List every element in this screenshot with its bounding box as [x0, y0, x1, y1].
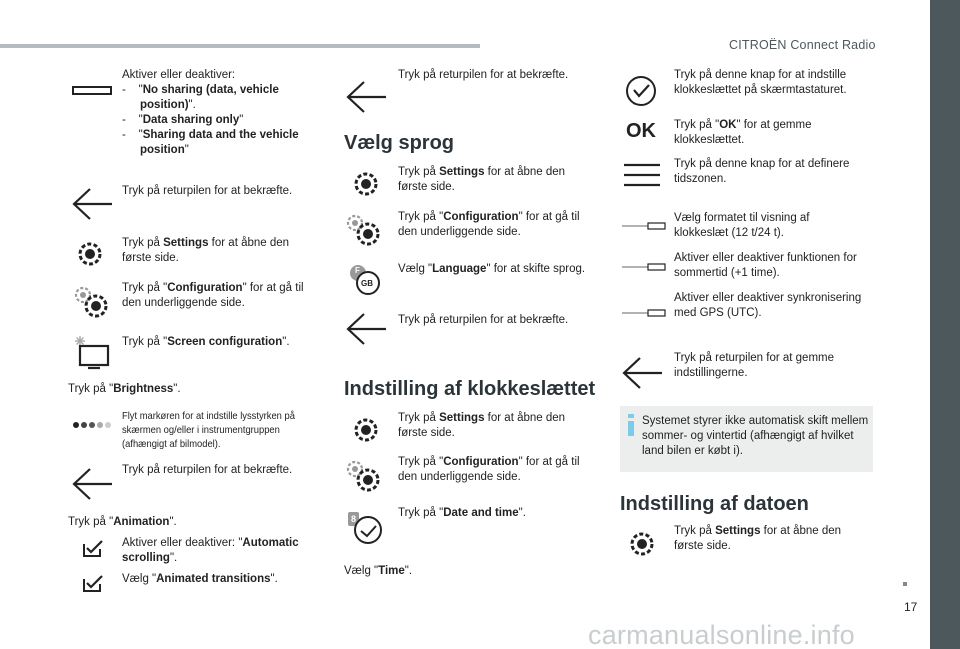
settings-text: Tryk på Settings for at åbne den første side.: [122, 237, 290, 264]
clock-icon-badge: 8: [351, 514, 357, 524]
animated-transitions-text: Vælg "Animated transitions".: [122, 573, 278, 585]
watermark: carmanualsonline.info: [588, 620, 855, 649]
ok-text: Tryk på "OK" for at gemme klokkeslættet.: [674, 119, 812, 146]
back-save-text: Tryk på returpilen for at gemme indstillingerne.: [674, 352, 834, 379]
language-icon-top: F: [355, 266, 360, 275]
back-text: Tryk på returpilen for at bekræfte.: [398, 314, 569, 326]
time-format-text: Vælg formatet til visning af klokkeslæt (12 t/24 t).: [674, 212, 810, 239]
page-number: 17: [904, 600, 918, 614]
settings-text: Tryk på Settings for at åbne den første side.: [398, 166, 566, 193]
info-note-text: Systemet styrer ikke automatisk skift mellem sommer- og vintertid (afhængigt af hvilket land bilen er købt i).: [642, 415, 869, 457]
checkbox-icon: [82, 540, 104, 558]
toggle-bar-icon: [72, 86, 112, 96]
settings-text: Tryk på Settings for at åbne den første side.: [674, 525, 842, 552]
back-arrow-icon: [620, 356, 664, 390]
back-text: Tryk på returpilen for at bekræfte.: [398, 69, 569, 81]
settings-gear-icon: [628, 530, 656, 558]
gps-sync-text: Aktiver eller deaktiver synkronisering med GPS (UTC).: [674, 292, 862, 319]
settings-gear-icon: [352, 416, 380, 444]
check-circle-icon: [624, 75, 658, 107]
check-text: Tryk på denne knap for at indstille klokkeslættet på skærmtastaturet.: [674, 69, 847, 96]
summer-time-text: Aktiver eller deaktiver funktionen for sommertid (+1 time).: [674, 252, 857, 279]
configuration-gears-icon: [344, 212, 384, 248]
heading-language: Vælg sprog: [344, 132, 455, 154]
settings-gear-icon: [352, 170, 380, 198]
auto-scroll-text: Aktiver eller deaktiver: "Automatic scrolling".: [122, 537, 299, 564]
configuration-text: Tryk på "Configuration" for at gå til den underliggende side.: [122, 282, 304, 309]
settings-text: Tryk på Settings for at åbne den første side.: [398, 412, 566, 439]
brightness-text: Tryk på "Brightness".: [68, 383, 181, 395]
heading-date: Indstilling af datoen: [620, 493, 809, 515]
brightness-level-icon: [72, 420, 112, 430]
screen-brightness-icon: [72, 334, 112, 370]
language-text: Vælg "Language" for at skifte sprog.: [398, 263, 586, 275]
brightness-note: Flyt markøren for at indstille lysstyrken på skærmen og/eller i instrumentgruppen (afhængigt af bilmodel).: [122, 411, 295, 450]
back-text: Tryk på returpilen for at bekræfte.: [122, 464, 293, 476]
sharing-options: [122, 83, 322, 158]
language-icon-bottom: GB: [361, 279, 373, 288]
top-rule: [0, 44, 480, 48]
back-arrow-icon: [70, 467, 114, 501]
configuration-text: Tryk på "Configuration" for at gå til den underliggende side.: [398, 456, 580, 483]
sharing-option: - "Sharing data and the vehicle position": [122, 129, 299, 156]
sharing-option: - "No sharing (data, vehicle position)".: [122, 84, 279, 111]
page-edge-tab: [930, 0, 960, 649]
animation-text: Tryk på "Animation".: [68, 516, 177, 528]
sharing-option: - "Data sharing only": [122, 114, 244, 126]
checkbox-icon: [82, 575, 104, 593]
back-text: Tryk på returpilen for at bekræfte.: [122, 185, 293, 197]
configuration-gears-icon: [72, 284, 112, 320]
back-arrow-icon: [70, 187, 114, 221]
back-arrow-icon: [344, 80, 388, 114]
configuration-gears-icon: [344, 458, 384, 494]
info-icon: [627, 414, 635, 436]
settings-gear-icon: [76, 240, 104, 268]
screen-config-text: Tryk på "Screen configuration".: [122, 336, 290, 348]
time-text: Vælg "Time".: [344, 565, 413, 577]
back-arrow-icon: [344, 312, 388, 346]
menu-lines-icon: [622, 162, 662, 188]
timezone-text: Tryk på denne knap for at definere tidszonen.: [674, 158, 850, 185]
sharing-intro: Aktiver eller deaktiver:: [122, 69, 236, 81]
page-header: CITROËN Connect Radio: [729, 38, 876, 52]
configuration-text: Tryk på "Configuration" for at gå til den underliggende side.: [398, 211, 580, 238]
heading-clock: Indstilling af klokkeslættet: [344, 378, 596, 400]
toggle-switch-icon: [622, 309, 666, 317]
toggle-switch-icon: [622, 263, 666, 271]
page-end-marker: [903, 582, 907, 586]
ok-icon: OK: [626, 120, 656, 142]
toggle-switch-icon: [622, 222, 666, 230]
date-time-text: Tryk på "Date and time".: [398, 507, 526, 519]
sharing-block: [122, 68, 322, 158]
